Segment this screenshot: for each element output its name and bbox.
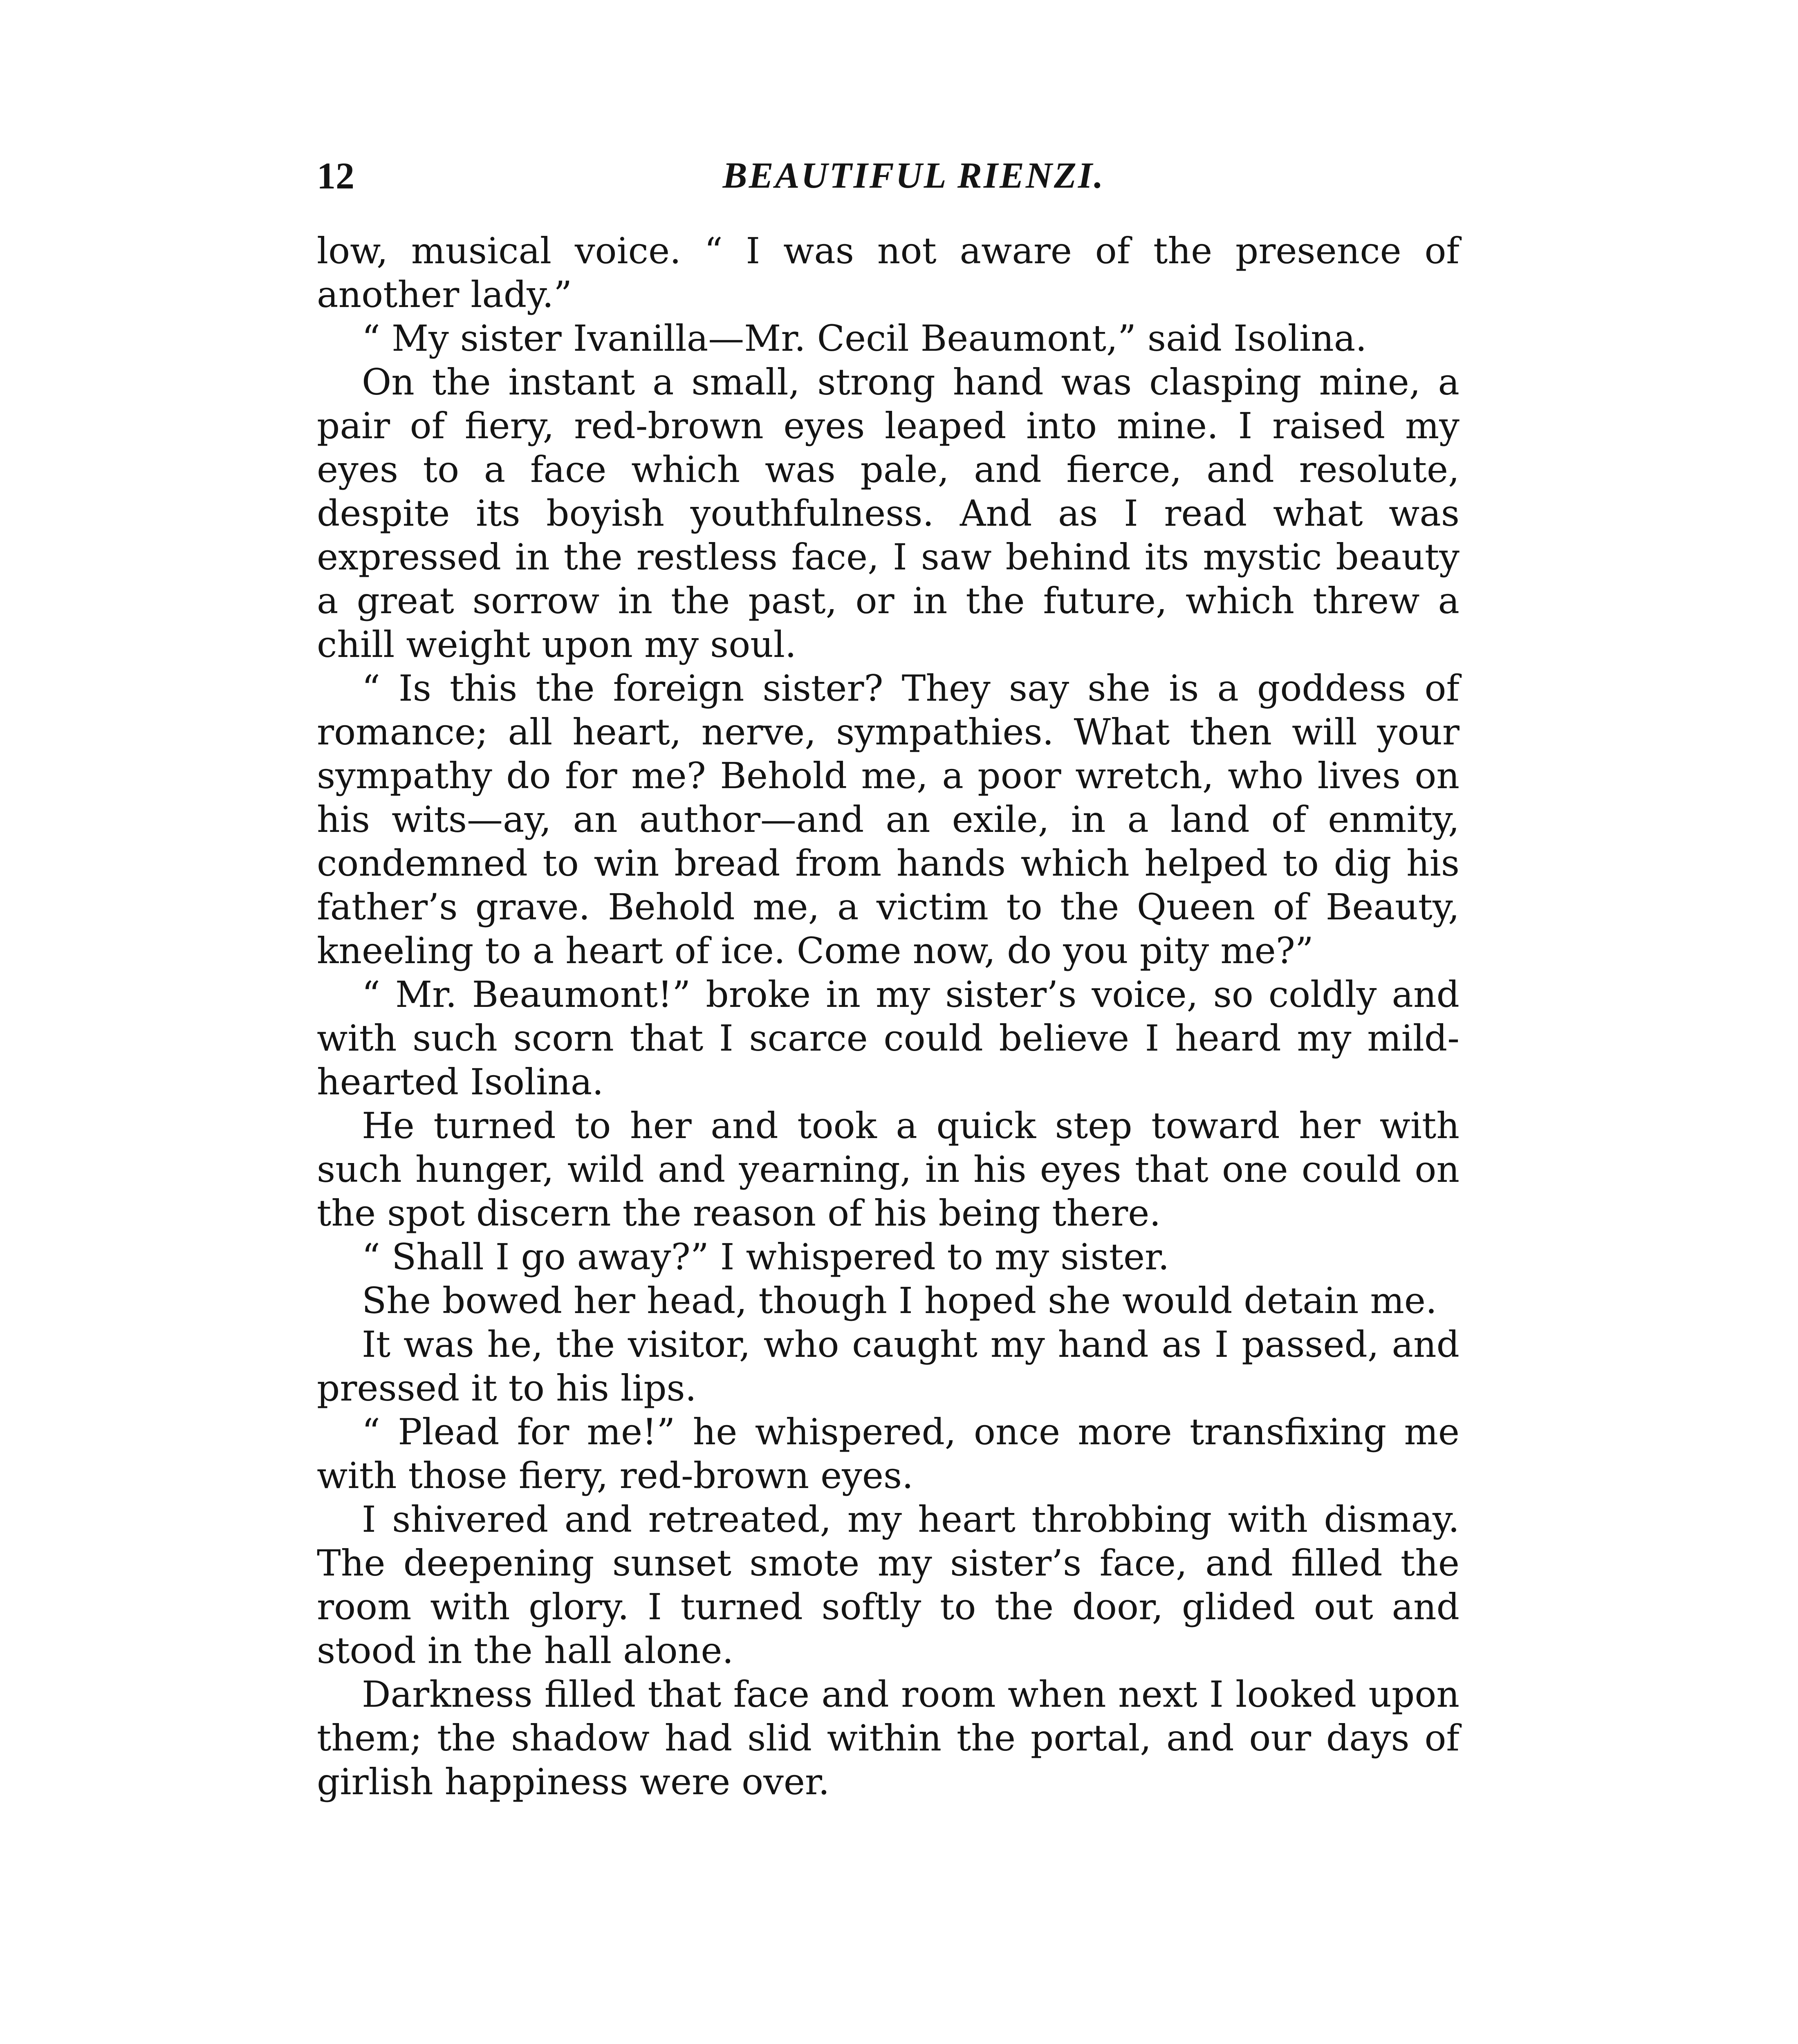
paragraph: He turned to her and took a quick step toward her with such hunger, wild and yearning, in his eyes that one could on the spot discern the reason of his being there. [317,1105,1459,1234]
page-number: 12 [317,155,354,197]
paragraph: She bowed her head, though I hoped she would detain me. [362,1280,1437,1322]
paragraph: “ Is this the foreign sister? They say she is a goddess of romance; all heart, nerve, sympathies. What then will your sympathy do for me? Behold me, a poor wretch, who lives on his wits—ay, an author—and an exile, in a land of enmity, condemned to win bread from hands which helped to dig his father’s grave. Behold me, a victim to the Queen of Beauty, kneeling to a heart of ice. Come now, do you pity me?” [317,667,1459,972]
paragraph: “ Mr. Beaumont!” broke in my sister’s voice, so coldly and with such scorn that I scarce could believe I heard my mild-hearted Isolina. [317,973,1459,1103]
paragraph: “ Shall I go away?” I whispered to my sister. [362,1236,1170,1278]
running-title: BEAUTIFUL RIENZI. [722,155,1105,196]
paragraph: On the instant a small, strong hand was clasping mine, a pair of fiery, red-brown eyes leaped into mine. I raised my eyes to a face which was pale, and fierce, and resolute, despite its boyish youthfulness. And as I read what was expressed in the restless face, I saw behind its mystic beauty a great sorrow in the past, or in the future, which threw a chill weight upon my soul. [317,361,1459,666]
paragraph: It was he, the visitor, who caught my hand as I passed, and pressed it to his lips. [317,1323,1459,1409]
paragraph: low, musical voice. “ I was not aware of the presence of another lady.” [317,230,1459,316]
page-header [317,147,1462,204]
paragraph: I shivered and retreated, my heart throbbing with dismay. The deepening sunset smote my sister’s face, and filled the room with glory. I turned softly to the door, glided out and stood in the hall alone. [317,1498,1459,1672]
paragraph: Darkness filled that face and room when next I looked upon them; the shadow had slid within the portal, and our days of girlish happiness were over. [317,1673,1459,1803]
paragraph: “ Plead for me!” he whispered, once more transfixing me with those fiery, red-brown eyes. [317,1411,1459,1497]
body-text [317,229,1459,1804]
paragraph: “ My sister Ivanilla—Mr. Cecil Beaumont,” said Isolina. [362,317,1367,359]
